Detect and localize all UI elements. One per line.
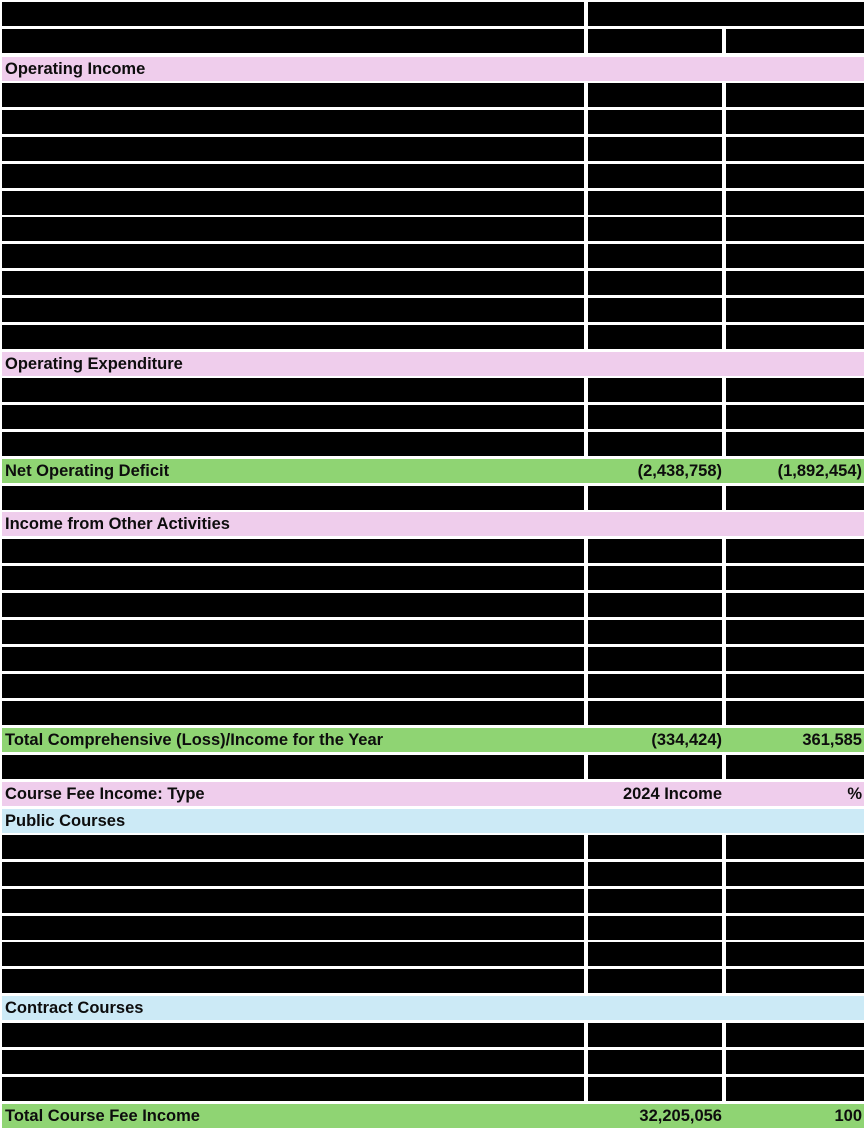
redacted-cell [588,244,722,268]
redacted-cell [588,674,722,698]
group-public-courses [2,809,864,833]
redacted-cell [2,566,584,590]
redacted-row [2,378,864,402]
redacted-cell [588,486,722,510]
redacted-cell [588,889,722,913]
redacted-row [2,620,864,644]
redacted-cell [588,83,722,107]
redacted-cell [726,701,864,725]
redacted-cell [726,566,864,590]
redacted-header-row [2,2,864,26]
redacted-row [2,244,864,268]
redacted-cell [726,271,864,295]
redacted-cell [726,889,864,913]
redacted-cell [726,835,864,859]
redacted-cell [588,969,722,993]
course-fee-header-row [2,782,864,806]
redacted-row [2,942,864,966]
redacted-cell [2,1077,584,1101]
redacted-row [2,566,864,590]
redacted-cell [588,378,722,402]
redacted-row [2,593,864,617]
redacted-row [2,217,864,241]
redacted-cell [2,862,584,886]
redacted-row [2,191,864,215]
redacted-cell [2,244,584,268]
redacted-cell [2,137,584,161]
redacted-cell [726,593,864,617]
redacted-row [2,889,864,913]
redacted-cell [726,110,864,134]
redacted-cell [588,2,864,26]
redacted-cell [588,593,722,617]
value-2023: (1,892,454) [777,462,862,480]
net-operating-deficit-row [2,459,864,483]
redacted-cell [726,755,864,779]
redacted-cell [726,486,864,510]
redacted-cell [726,432,864,456]
group-label: Contract Courses [5,999,144,1017]
value-2023: 361,585 [802,731,862,749]
column-header-percent: % [847,785,862,803]
redacted-cell [588,701,722,725]
row-label: Total Course Fee Income [5,1107,200,1125]
redacted-row [2,405,864,429]
row-label: Net Operating Deficit [5,462,170,480]
redacted-cell [2,647,584,671]
redacted-cell [588,862,722,886]
redacted-cell [588,916,722,940]
redacted-cell [2,432,584,456]
redacted-cell [726,244,864,268]
redacted-row [2,539,864,563]
redacted-cell [588,1023,722,1047]
redacted-cell [588,271,722,295]
redacted-cell [726,325,864,349]
section-label: Income from Other Activities [5,515,230,533]
redacted-cell [588,191,722,215]
redacted-cell [588,405,722,429]
section-income-other-activities [2,512,864,536]
redacted-cell [588,432,722,456]
value-2024: (2,438,758) [637,462,722,480]
redacted-cell [726,298,864,322]
redacted-cell [726,916,864,940]
value-2024: (334,424) [651,731,722,749]
redacted-cell [588,755,722,779]
redacted-cell [2,2,584,26]
redacted-cell [588,835,722,859]
redacted-cell [2,969,584,993]
redacted-row [2,969,864,993]
redacted-cell [726,191,864,215]
redacted-cell [2,1050,584,1074]
redacted-row [2,486,864,510]
redacted-row [2,298,864,322]
redacted-cell [726,83,864,107]
redacted-row [2,701,864,725]
redacted-cell [2,620,584,644]
redacted-cell [2,83,584,107]
redacted-cell [726,539,864,563]
section-label: Operating Expenditure [5,355,183,373]
redacted-cell [588,647,722,671]
redacted-cell [726,647,864,671]
redacted-row [2,1050,864,1074]
redacted-cell [2,701,584,725]
redacted-cell [2,593,584,617]
redacted-row [2,110,864,134]
redacted-cell [588,164,722,188]
redacted-cell [588,298,722,322]
row-label: Total Comprehensive (Loss)/Income for the Year [5,731,384,749]
redacted-cell [2,217,584,241]
redacted-cell [588,942,722,966]
redacted-cell [2,889,584,913]
redacted-header-row [2,29,864,53]
redacted-cell [726,969,864,993]
redacted-row [2,674,864,698]
section-operating-income [2,57,864,81]
section-operating-expenditure [2,352,864,376]
total-percent-value: 100 [834,1107,862,1125]
redacted-cell [588,539,722,563]
total-comprehensive-row [2,728,864,752]
redacted-row [2,1077,864,1101]
redacted-row [2,137,864,161]
redacted-cell [726,862,864,886]
redacted-cell [588,566,722,590]
redacted-cell [588,29,722,53]
redacted-cell [726,378,864,402]
total-income-value: 32,205,056 [639,1107,722,1125]
redacted-row [2,835,864,859]
redacted-cell [2,110,584,134]
redacted-cell [588,325,722,349]
redacted-cell [726,217,864,241]
redacted-cell [588,620,722,644]
redacted-cell [2,916,584,940]
redacted-cell [2,674,584,698]
redacted-cell [726,405,864,429]
redacted-cell [2,942,584,966]
redacted-cell [726,942,864,966]
redacted-cell [2,298,584,322]
redacted-cell [588,110,722,134]
redacted-cell [588,1077,722,1101]
redacted-cell [726,620,864,644]
redacted-cell [2,755,584,779]
redacted-cell [726,1023,864,1047]
redacted-cell [2,191,584,215]
section-label: Operating Income [5,60,146,78]
redacted-cell [726,1050,864,1074]
column-header-type: Course Fee Income: Type [5,785,205,803]
redacted-cell [588,1050,722,1074]
total-course-fee-row [2,1104,864,1128]
redacted-cell [726,1077,864,1101]
redacted-cell [2,378,584,402]
redacted-cell [726,29,864,53]
redacted-cell [588,217,722,241]
redacted-row [2,432,864,456]
group-label: Public Courses [5,812,126,830]
group-contract-courses [2,996,864,1020]
redacted-row [2,916,864,940]
redacted-row [2,755,864,779]
redacted-cell [726,164,864,188]
redacted-cell [2,1023,584,1047]
redacted-cell [726,674,864,698]
redacted-cell [2,539,584,563]
redacted-row [2,271,864,295]
redacted-cell [2,486,584,510]
redacted-cell [2,271,584,295]
redacted-row [2,83,864,107]
redacted-row [2,1023,864,1047]
redacted-row [2,325,864,349]
redacted-cell [2,835,584,859]
redacted-row [2,647,864,671]
column-header-income: 2024 Income [622,785,722,803]
redacted-cell [2,29,584,53]
redacted-cell [588,137,722,161]
redacted-cell [2,164,584,188]
redacted-row [2,164,864,188]
redacted-cell [726,137,864,161]
redacted-cell [2,405,584,429]
redacted-row [2,862,864,886]
redacted-cell [2,325,584,349]
